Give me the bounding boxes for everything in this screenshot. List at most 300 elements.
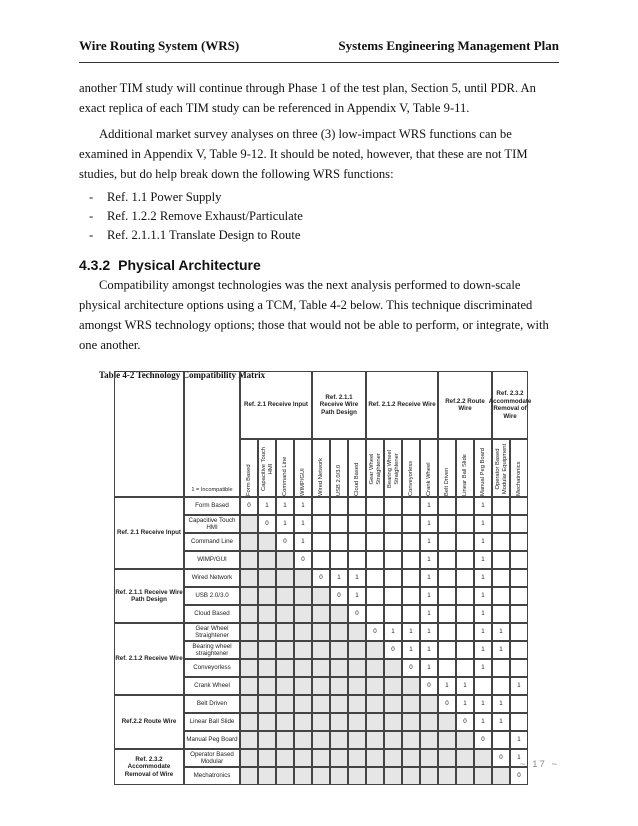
matrix-cell: 1 (474, 497, 492, 515)
matrix-cell (492, 677, 510, 695)
matrix-cell (240, 587, 258, 605)
matrix-cell (276, 749, 294, 767)
matrix-cell (240, 713, 258, 731)
matrix-cell (276, 731, 294, 749)
matrix-grid (114, 371, 532, 780)
column-header (348, 439, 366, 497)
matrix-cell (456, 497, 474, 515)
matrix-cell (312, 641, 330, 659)
matrix-cell (312, 731, 330, 749)
matrix-cell (510, 623, 528, 641)
matrix-cell: 0 (510, 767, 528, 785)
list-item: - Ref. 1.2.2 Remove Exhaust/Particulate (89, 209, 303, 223)
matrix-cell: 1 (402, 623, 420, 641)
matrix-cell (402, 569, 420, 587)
matrix-cell (402, 497, 420, 515)
matrix-cell: 1 (510, 731, 528, 749)
matrix-cell: 1 (294, 533, 312, 551)
matrix-cell: 1 (492, 641, 510, 659)
matrix-cell (366, 515, 384, 533)
matrix-cell (366, 659, 384, 677)
row-group-header: Ref. 2.3.2 Accommodate Removal of Wire (114, 749, 184, 785)
matrix-cell: 1 (276, 497, 294, 515)
matrix-cell (402, 515, 420, 533)
matrix-cell: 0 (312, 569, 330, 587)
matrix-cell (240, 605, 258, 623)
column-header-label: Capacitive Touch HMI (261, 446, 274, 492)
matrix-cell: 1 (474, 551, 492, 569)
matrix-cell: 1 (420, 515, 438, 533)
matrix-cell (312, 695, 330, 713)
matrix-cell (276, 677, 294, 695)
matrix-cell (510, 569, 528, 587)
matrix-cell (510, 605, 528, 623)
matrix-cell (384, 767, 402, 785)
matrix-cell (438, 605, 456, 623)
matrix-cell (258, 569, 276, 587)
matrix-corner (114, 371, 184, 497)
matrix-cell (348, 497, 366, 515)
matrix-cell: 0 (294, 551, 312, 569)
row-header: Wired Network (184, 569, 240, 587)
matrix-cell (438, 767, 456, 785)
matrix-cell (456, 515, 474, 533)
row-group-header: Ref. 2.1.1 Receive Wire Path Design (114, 569, 184, 623)
matrix-cell (258, 659, 276, 677)
matrix-cell (330, 677, 348, 695)
matrix-cell (384, 659, 402, 677)
matrix-cell: 0 (348, 605, 366, 623)
matrix-cell (438, 533, 456, 551)
page-body (79, 78, 561, 385)
matrix-cell (438, 587, 456, 605)
matrix-cell (510, 533, 528, 551)
matrix-cell: 1 (438, 677, 456, 695)
matrix-cell: 1 (456, 695, 474, 713)
matrix-cell (402, 695, 420, 713)
matrix-cell: 1 (258, 497, 276, 515)
matrix-cell (312, 713, 330, 731)
matrix-cell: 0 (474, 731, 492, 749)
matrix-cell (456, 587, 474, 605)
matrix-cell: 1 (510, 749, 528, 767)
matrix-cell: 1 (420, 641, 438, 659)
column-header (456, 439, 474, 497)
matrix-cell: 1 (474, 713, 492, 731)
matrix-cell (294, 695, 312, 713)
matrix-cell (240, 569, 258, 587)
matrix-cell (492, 659, 510, 677)
matrix-cell (402, 713, 420, 731)
matrix-cell (456, 767, 474, 785)
matrix-cell (510, 515, 528, 533)
matrix-cell (294, 623, 312, 641)
matrix-cell (276, 569, 294, 587)
matrix-cell (330, 731, 348, 749)
column-header (240, 439, 258, 497)
matrix-cell (258, 731, 276, 749)
matrix-cell (312, 587, 330, 605)
matrix-cell: 1 (348, 569, 366, 587)
matrix-cell (240, 551, 258, 569)
row-header: Belt Driven (184, 695, 240, 713)
matrix-cell (330, 497, 348, 515)
header-rule (79, 62, 559, 63)
matrix-cell (240, 641, 258, 659)
column-header (312, 439, 330, 497)
matrix-cell (312, 659, 330, 677)
matrix-cell (294, 587, 312, 605)
matrix-cell (366, 569, 384, 587)
matrix-cell (276, 713, 294, 731)
matrix-cell (438, 641, 456, 659)
matrix-cell: 0 (384, 641, 402, 659)
matrix-cell (330, 713, 348, 731)
matrix-cell (276, 659, 294, 677)
matrix-cell (348, 731, 366, 749)
matrix-cell (402, 533, 420, 551)
matrix-cell: 1 (474, 623, 492, 641)
matrix-cell: 0 (276, 533, 294, 551)
column-header-label: WIMP/GUI (300, 468, 306, 496)
matrix-cell (330, 659, 348, 677)
row-header: WIMP/GUI (184, 551, 240, 569)
matrix-cell (330, 749, 348, 767)
matrix-cell (438, 497, 456, 515)
matrix-cell (492, 551, 510, 569)
matrix-cell (456, 605, 474, 623)
matrix-cell (438, 713, 456, 731)
column-header-label: Command Line (282, 456, 288, 496)
matrix-cell (492, 515, 510, 533)
row-group-header: Ref.2.2 Route Wire (114, 695, 184, 749)
row-header: Linear Ball Slide (184, 713, 240, 731)
paragraph-3: Compatibility amongst technologies was the next analysis performed to down-scale physical architecture options using a TCM, Table 4-2 below. This technique discriminated amongst WRS technology options; those that would not be able to perform, or integrate, with one another. (79, 278, 549, 352)
matrix-cell (366, 587, 384, 605)
matrix-cell (330, 605, 348, 623)
matrix-cell (258, 767, 276, 785)
matrix-cell (276, 767, 294, 785)
matrix-cell (510, 551, 528, 569)
matrix-cell: 1 (510, 677, 528, 695)
matrix-cell (456, 659, 474, 677)
matrix-cell (258, 551, 276, 569)
matrix-cell (312, 677, 330, 695)
row-group-header: Ref. 2.1.2 Receive Wire (114, 623, 184, 695)
matrix-cell (456, 731, 474, 749)
matrix-cell (258, 749, 276, 767)
matrix-cell (492, 587, 510, 605)
matrix-cell: 1 (294, 497, 312, 515)
matrix-cell (330, 641, 348, 659)
matrix-cell (258, 533, 276, 551)
column-header (276, 439, 294, 497)
matrix-cell (312, 605, 330, 623)
matrix-cell (384, 551, 402, 569)
matrix-cell (294, 605, 312, 623)
matrix-cell: 1 (474, 515, 492, 533)
matrix-cell (348, 515, 366, 533)
matrix-cell (258, 677, 276, 695)
matrix-cell (240, 659, 258, 677)
matrix-cell (402, 551, 420, 569)
column-header (402, 439, 420, 497)
matrix-cell (258, 695, 276, 713)
matrix-cell (420, 731, 438, 749)
table-caption: Table 4-2 Technology Compatibility Matrix (99, 370, 266, 380)
column-header (438, 439, 456, 497)
matrix-cell (510, 713, 528, 731)
matrix-cell (384, 749, 402, 767)
column-header-label: Form Based (246, 464, 252, 496)
matrix-cell (420, 695, 438, 713)
matrix-cell: 1 (474, 695, 492, 713)
matrix-cell (348, 695, 366, 713)
column-header-label: USB 2.0/3.0 (336, 464, 342, 496)
matrix-cell: 1 (420, 623, 438, 641)
matrix-cell (510, 587, 528, 605)
matrix-cell (456, 623, 474, 641)
column-group-header: Ref. 2.1 Receive Input (240, 371, 312, 439)
matrix-cell (492, 605, 510, 623)
matrix-cell (492, 731, 510, 749)
column-header-label: Manual Peg Board (480, 447, 486, 496)
matrix-cell: 0 (240, 497, 258, 515)
matrix-cell (330, 695, 348, 713)
matrix-cell: 1 (474, 569, 492, 587)
matrix-cell: 1 (492, 713, 510, 731)
matrix-cell (456, 551, 474, 569)
matrix-cell (348, 767, 366, 785)
matrix-cell (366, 713, 384, 731)
matrix-cell: 1 (420, 497, 438, 515)
matrix-cell (420, 713, 438, 731)
matrix-cell (384, 569, 402, 587)
matrix-cell: 0 (492, 749, 510, 767)
matrix-cell (276, 623, 294, 641)
section-heading: 4.3.2 Physical Architecture (79, 257, 261, 273)
matrix-cell: 1 (492, 623, 510, 641)
matrix-cell: 1 (348, 587, 366, 605)
matrix-cell (384, 713, 402, 731)
matrix-cell: 1 (384, 623, 402, 641)
list-item: - Ref. 2.1.1.1 Translate Design to Route (89, 228, 301, 242)
matrix-cell (438, 569, 456, 587)
matrix-cell (438, 551, 456, 569)
matrix-cell (510, 659, 528, 677)
matrix-cell (492, 569, 510, 587)
column-group-header: Ref.2.2 Route Wire (438, 371, 492, 439)
column-header (330, 439, 348, 497)
row-header: Conveyorless (184, 659, 240, 677)
matrix-cell: 1 (474, 533, 492, 551)
matrix-cell (456, 749, 474, 767)
row-header: USB 2.0/3.0 (184, 587, 240, 605)
matrix-cell (294, 677, 312, 695)
matrix-cell (312, 767, 330, 785)
matrix-cell: 1 (474, 605, 492, 623)
matrix-cell (402, 587, 420, 605)
matrix-cell (240, 623, 258, 641)
matrix-cell (366, 551, 384, 569)
matrix-cell (294, 641, 312, 659)
column-header-label: Cloud Based (354, 462, 360, 496)
matrix-cell: 1 (420, 587, 438, 605)
row-header: Cloud Based (184, 605, 240, 623)
row-header: Bearing wheel straightener (184, 641, 240, 659)
row-header: Manual Peg Board (184, 731, 240, 749)
column-header (474, 439, 492, 497)
matrix-cell (492, 767, 510, 785)
matrix-cell (240, 695, 258, 713)
matrix-cell (384, 731, 402, 749)
matrix-cell: 0 (366, 623, 384, 641)
matrix-cell (240, 767, 258, 785)
matrix-cell: 1 (402, 641, 420, 659)
paragraph-2: Additional market survey analyses on three (3) low-impact WRS functions can be examined in Appendix V, Table 9-12. It should be noted, however, that these are not TIM studies, but do help break down the following WRS functions: (79, 127, 528, 181)
matrix-cell: 1 (420, 551, 438, 569)
column-header (366, 439, 384, 497)
matrix-cell (402, 605, 420, 623)
matrix-cell (312, 497, 330, 515)
matrix-legend-cell (184, 371, 240, 497)
matrix-cell (366, 731, 384, 749)
legend-text: 1 = Incompatible (191, 486, 233, 493)
matrix-cell (330, 533, 348, 551)
matrix-cell (384, 533, 402, 551)
column-header-label: Mechatronics (516, 461, 522, 496)
column-header (384, 439, 402, 497)
column-header-label: Wired Network (318, 457, 324, 496)
matrix-cell (240, 749, 258, 767)
matrix-cell (384, 515, 402, 533)
matrix-cell: 1 (420, 659, 438, 677)
row-header: Form Based (184, 497, 240, 515)
matrix-cell: 0 (402, 659, 420, 677)
matrix-cell (348, 533, 366, 551)
matrix-cell: 1 (474, 659, 492, 677)
matrix-cell (258, 713, 276, 731)
header-right: Systems Engineering Management Plan (338, 38, 559, 53)
row-header: Command Line (184, 533, 240, 551)
matrix-cell (348, 623, 366, 641)
matrix-cell (312, 749, 330, 767)
matrix-cell (348, 659, 366, 677)
matrix-cell (276, 551, 294, 569)
matrix-cell (294, 569, 312, 587)
matrix-cell: 1 (474, 587, 492, 605)
paragraph-1: another TIM study will continue through Phase 1 of the test plan, Section 5, until PDR. An exact replica of each TIM study can be referenced in Appendix V, Table 9-11. (79, 81, 536, 115)
matrix-cell (384, 605, 402, 623)
matrix-cell (330, 623, 348, 641)
matrix-cell: 1 (420, 533, 438, 551)
column-group-header: Ref. 2.1.1 Receive Wire Path Design (312, 371, 366, 439)
matrix-cell (294, 659, 312, 677)
matrix-cell (366, 695, 384, 713)
matrix-cell (330, 515, 348, 533)
matrix-cell (402, 677, 420, 695)
matrix-cell (420, 767, 438, 785)
matrix-cell (474, 677, 492, 695)
matrix-cell (312, 551, 330, 569)
matrix-cell (510, 641, 528, 659)
row-header: Crank Wheel (184, 677, 240, 695)
column-group-header: Ref. 2.1.2 Receive Wire (366, 371, 438, 439)
matrix-cell (438, 515, 456, 533)
matrix-cell: 0 (420, 677, 438, 695)
matrix-cell (294, 713, 312, 731)
list-item: - Ref. 1.1 Power Supply (89, 190, 222, 204)
page-number: ~ 17 ~ (520, 759, 559, 770)
matrix-cell (366, 641, 384, 659)
matrix-cell (384, 587, 402, 605)
matrix-cell: 0 (438, 695, 456, 713)
matrix-cell (438, 731, 456, 749)
matrix-cell (348, 677, 366, 695)
matrix-cell (348, 713, 366, 731)
matrix-cell: 1 (294, 515, 312, 533)
matrix-cell (330, 767, 348, 785)
column-header (420, 439, 438, 497)
matrix-cell (384, 677, 402, 695)
matrix-cell (402, 767, 420, 785)
matrix-cell (258, 587, 276, 605)
matrix-cell (510, 695, 528, 713)
column-header-label: Gear Wheel Straightener (369, 453, 382, 485)
column-header-label: Crank Wheel (426, 462, 432, 496)
matrix-cell (510, 497, 528, 515)
matrix-cell: 1 (420, 605, 438, 623)
matrix-cell (258, 641, 276, 659)
row-header: Gear Wheel Straightener (184, 623, 240, 641)
matrix-cell (492, 497, 510, 515)
row-header: Operator Based Modular (184, 749, 240, 767)
matrix-cell (384, 695, 402, 713)
matrix-cell (456, 569, 474, 587)
column-header (258, 439, 276, 497)
matrix-cell (366, 677, 384, 695)
compatibility-matrix (114, 371, 532, 780)
matrix-cell (366, 605, 384, 623)
matrix-cell (366, 749, 384, 767)
matrix-cell: 1 (474, 641, 492, 659)
matrix-cell (366, 767, 384, 785)
matrix-cell (420, 749, 438, 767)
matrix-cell (330, 551, 348, 569)
matrix-cell: 0 (330, 587, 348, 605)
matrix-cell (258, 605, 276, 623)
matrix-cell (456, 533, 474, 551)
matrix-cell (348, 641, 366, 659)
matrix-cell (276, 605, 294, 623)
function-list (79, 188, 561, 245)
matrix-cell: 0 (456, 713, 474, 731)
matrix-cell: 0 (258, 515, 276, 533)
matrix-cell (312, 623, 330, 641)
matrix-cell (348, 749, 366, 767)
matrix-cell (402, 749, 420, 767)
matrix-cell (474, 767, 492, 785)
column-header (492, 439, 510, 497)
column-header (510, 439, 528, 497)
header-left: Wire Routing System (WRS) (79, 38, 240, 53)
column-header-label: Bearing Wheel Straightener (387, 449, 400, 489)
matrix-cell: 1 (276, 515, 294, 533)
matrix-cell (312, 533, 330, 551)
matrix-cell (240, 731, 258, 749)
page-header (79, 38, 559, 58)
row-group-header: Ref. 2.1 Receive Input (114, 497, 184, 569)
